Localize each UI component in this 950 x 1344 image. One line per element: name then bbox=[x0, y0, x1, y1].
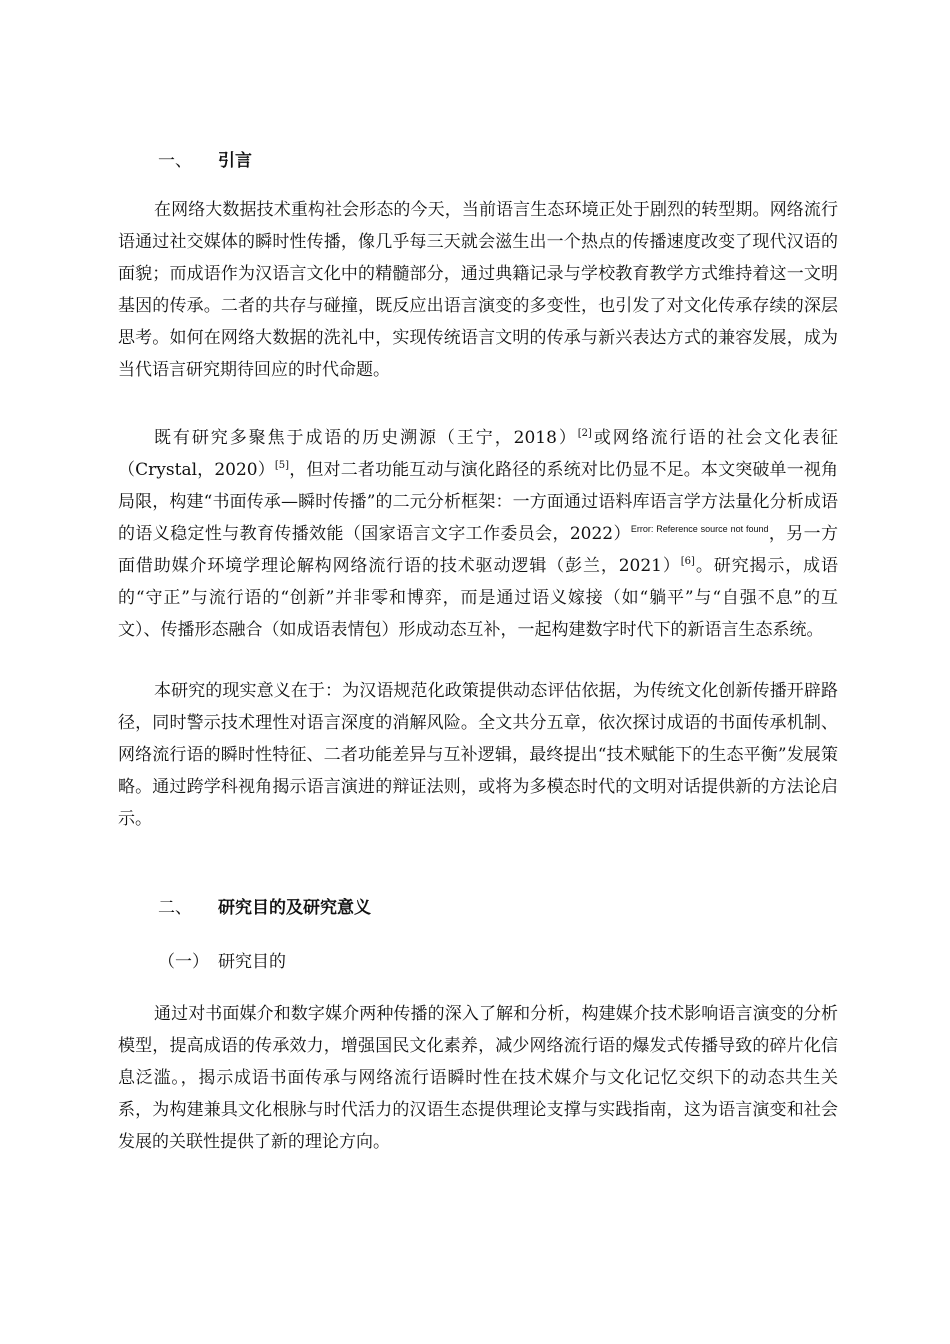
paragraph-1: 在网络大数据技术重构社会形态的今天，当前语言生态环境正处于剧烈的转型期。网络流行语通过社交媒体的瞬时性传播，像几乎每三天就会滋生出一个热点的传播速度改变了现代汉语的面貌；而成语作为汉语言文化中的精髓部分，通过典籍记录与学校教育教学方式维持着这一文明基因的传承。二者的共存与碰撞，既反应出语言演变的多变性，也引发了对文化传承存续的深层思考。如何在网络大数据的洗礼中，实现传统语言文明的传承与新兴表达方式的兼容发展，成为当代语言研究期待回应的时代命题。 bbox=[118, 200, 838, 380]
section-title: 引言 bbox=[218, 151, 252, 171]
paragraph-2-text-5: 。研究揭示，成语的“守正”与流行语的“创新”并非零和博弈，而是通过语义嫁接（如“躺平”与“自强不息”的互文）、传播形态融合（如成语表情包）形成动态互补，一起构建数字时代下的新语言生态系统。 bbox=[118, 556, 839, 640]
paragraph-2-text-3: ，但对二者功能互动与演化路径的系统对比仍显不足。本文突破单一视角局限，构建“书面传承—瞬时传播”的二元分析框架：一方面通过语料库语言学方法量化分析成语的语义稳定性与教育传播效能（国家语言文字工作委员会，2022） bbox=[118, 460, 838, 544]
section-number: 二、 bbox=[158, 898, 192, 918]
paragraph-2-text-1: 既有研究多聚焦于成语的历史溯源（王宁，2018） bbox=[154, 428, 578, 448]
reference-error-marker: Error: Reference source not found bbox=[630, 524, 769, 534]
section-heading-introduction bbox=[158, 146, 252, 171]
paragraph-3: 本研究的现实意义在于：为汉语规范化政策提供动态评估依据，为传统文化创新传播开辟路径，同时警示技术理性对语言深度的消解风险。全文共分五章，依次探讨成语的书面传承机制、网络流行语的瞬时性特征、二者功能差异与互补逻辑，最终提出“技术赋能下的生态平衡”发展策略。通过跨学科视角揭示语言演进的辩证法则，或将为多模态时代的文明对话提供新的方法论启示。 bbox=[118, 681, 838, 829]
section-number: 一、 bbox=[158, 151, 192, 171]
section-title: 研究目的及研究意义 bbox=[218, 898, 371, 918]
citation-ref: [2] bbox=[577, 428, 592, 439]
subsection-number: （一） bbox=[158, 952, 209, 972]
section-heading-purpose bbox=[158, 893, 371, 918]
paragraph-2 bbox=[118, 422, 838, 646]
citation-ref: [5] bbox=[274, 460, 290, 471]
paragraph-4: 通过对书面媒介和数字媒介两种传播的深入了解和分析，构建媒介技术影响语言演变的分析模型，提高成语的传承效力，增强国民文化素养，减少网络流行语的爆发式传播导致的碎片化信息泛滥。，揭示成语书面传承与网络流行语瞬时性在技术媒介与文化记忆交织下的动态共生关系，为构建兼具文化根脉与时代活力的汉语生态提供理论支撑与实践指南，这为语言演变和社会发展的关联性提供了新的理论方向。 bbox=[118, 1004, 838, 1152]
subsection-title: 研究目的 bbox=[218, 952, 286, 972]
subsection-heading bbox=[158, 947, 286, 972]
paragraph-2-text-4: ，另一方面借助媒介环境学理论解构网络流行语的技术驱动逻辑（彭兰，2021） bbox=[118, 524, 839, 576]
citation-ref: [6] bbox=[680, 556, 695, 567]
paragraph-2-text-2: 或网络流行语的社会文化表征（Crystal，2020） bbox=[118, 428, 839, 480]
